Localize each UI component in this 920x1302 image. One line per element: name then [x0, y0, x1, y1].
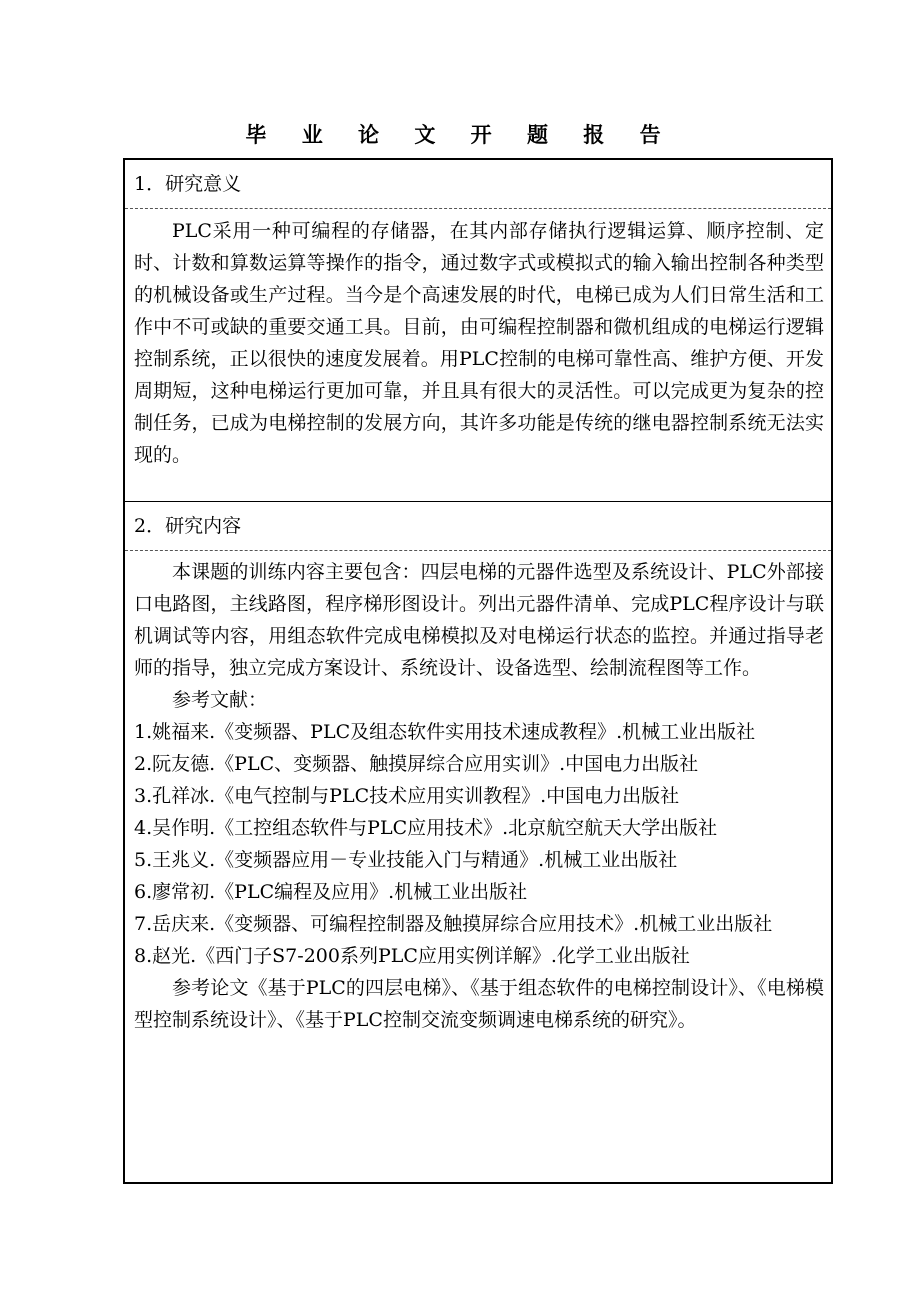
proposal-table	[123, 158, 833, 1184]
reference-item: 4.吴作明.《工控组态软件与PLC应用技术》.北京航空航天大学出版社	[134, 817, 718, 839]
reference-item: 7.岳庆来.《变频器、可编程控制器及触摸屏综合应用技术》.机械工业出版社	[134, 913, 773, 935]
section-2-body	[134, 556, 824, 1036]
research-significance-paragraph: PLC采用一种可编程的存储器，在其内部存储执行逻辑运算、顺序控制、定时、计数和算数运算等操作的指令，通过数字式或模拟式的输入输出控制各种类型的机械设备或生产过程。当今是个高速发展的时代，电梯已成为人们日常生活和工作中不可或缺的重要交通工具。目前，由可编程控制器和微机组成的电梯运行逻辑控制系统，正以很快的速度发展着。用PLC控制的电梯可靠性高、维护方便、开发周期短，这种电梯运行更加可靠，并且具有很大的灵活性。可以完成更为复杂的控制任务，已成为电梯控制的发展方向，其许多功能是传统的继电器控制系统无法实现的。	[134, 220, 824, 466]
section-1-body	[134, 215, 824, 471]
reference-papers-paragraph: 参考论文《基于PLC的四层电梯》、《基于组态软件的电梯控制设计》、《电梯模型控制系统设计》、《基于PLC控制交流变频调速电梯系统的研究》。	[134, 977, 824, 1031]
research-content-paragraph: 本课题的训练内容主要包含：四层电梯的元器件选型及系统设计、PLC外部接口电路图，主线路图，程序梯形图设计。列出元器件清单、完成PLC程序设计与联机调试等内容，用组态软件完成电梯模拟及对电梯运行状态的监控。并通过指导老师的指导，独立完成方案设计、系统设计、设备选型、绘制流程图等工作。	[134, 561, 824, 679]
reference-item: 5.王兆义.《变频器应用－专业技能入门与精通》.机械工业出版社	[134, 849, 678, 871]
reference-item: 6.廖常初.《PLC编程及应用》.机械工业出版社	[134, 881, 528, 903]
section-1-divider	[125, 208, 831, 209]
section-2-heading: 2．研究内容	[134, 515, 242, 537]
reference-item: 1.姚福来.《变频器、PLC及组态软件实用技术速成教程》.机械工业出版社	[134, 721, 756, 743]
reference-item: 3.孔祥冰.《电气控制与PLC技术应用实训教程》.中国电力出版社	[134, 785, 680, 807]
references-label: 参考文献：	[172, 689, 268, 711]
section-2-divider	[125, 550, 831, 551]
reference-item: 8.赵光.《西门子S7-200系列PLC应用实例详解》.化学工业出版社	[134, 945, 690, 967]
document-title: 毕 业 论 文 开 题 报 告	[245, 122, 675, 147]
reference-item: 2.阮友德.《PLC、变频器、触摸屏综合应用实训》.中国电力出版社	[134, 753, 699, 775]
section-1-heading: 1．研究意义	[134, 173, 242, 195]
